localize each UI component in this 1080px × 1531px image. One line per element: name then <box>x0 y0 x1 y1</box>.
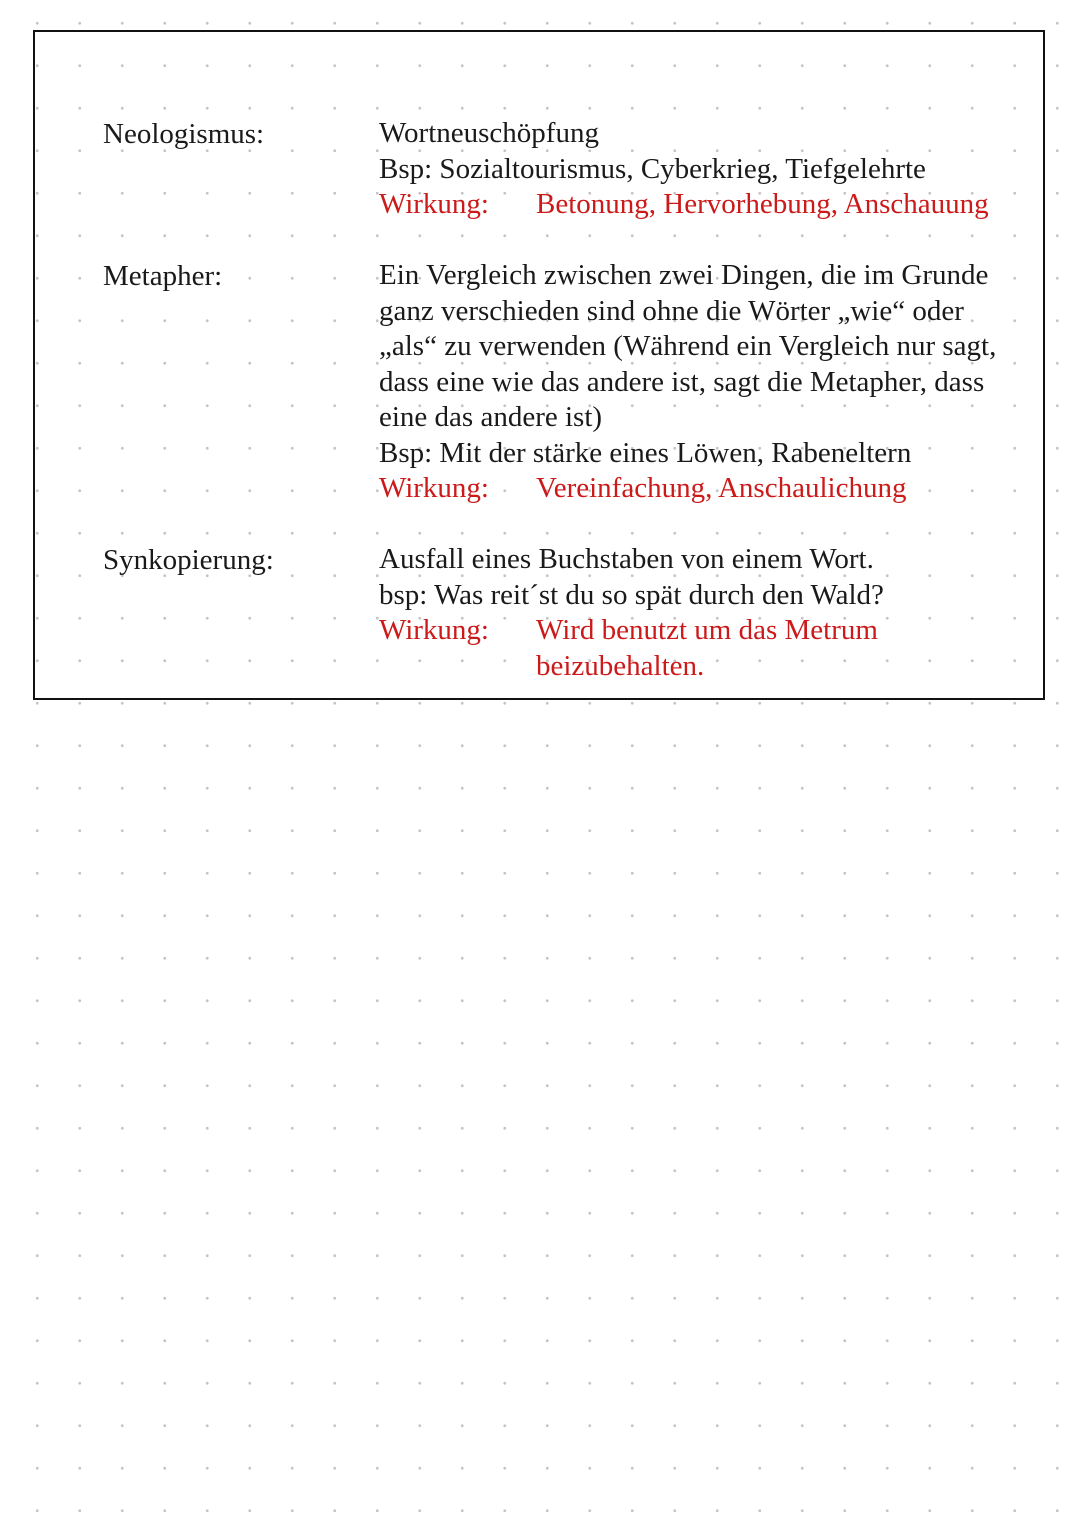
wirkung-label: Wirkung: <box>379 188 489 220</box>
definition-line: ganz verschieden sind ohne die Wörter „wie“ oder <box>379 294 964 327</box>
stylistic-devices-box <box>33 30 1045 700</box>
definition-line: Ein Vergleich zwischen zwei Dingen, die im Grunde <box>379 259 989 291</box>
term-label: Neologismus: <box>103 118 265 150</box>
wirkung-line: beizubehalten. <box>536 649 705 682</box>
wirkung-text <box>536 613 878 684</box>
term-definition <box>379 116 1044 223</box>
example-line: Bsp: Mit der stärke eines Löwen, Rabeneltern <box>379 436 912 469</box>
term-label: Metapher: <box>103 260 223 292</box>
wirkung-label: Wirkung: <box>379 472 489 504</box>
term-definition <box>379 258 1044 507</box>
example-line: Bsp: Sozialtourismus, Cyberkrieg, Tiefgelehrte <box>379 152 926 185</box>
definition-line: Wortneuschöpfung <box>379 117 599 149</box>
term-label: Synkopierung: <box>103 544 274 576</box>
term-definition <box>379 542 1044 682</box>
example-line: bsp: Was reit´st du so spät durch den Wald? <box>379 578 884 611</box>
definition-line: dass eine wie das andere ist, sagt die Metapher, dass <box>379 365 985 398</box>
definition-line: Ausfall eines Buchstaben von einem Wort. <box>379 543 874 575</box>
wirkung-line: Vereinfachung, Anschaulichung <box>536 472 907 504</box>
wirkung-row <box>379 187 1044 223</box>
definition-line: eine das andere ist) <box>379 401 603 433</box>
wirkung-line: Wird benutzt um das Metrum <box>536 614 878 646</box>
wirkung-text <box>536 471 906 507</box>
wirkung-line: Betonung, Hervorhebung, Anschauung <box>536 188 989 220</box>
definition-line: „als“ zu verwenden (Während ein Vergleich nur sagt, <box>379 330 997 362</box>
wirkung-label: Wirkung: <box>379 614 489 646</box>
wirkung-text <box>536 187 989 223</box>
wirkung-row <box>379 471 1044 507</box>
wirkung-row <box>379 613 1044 682</box>
